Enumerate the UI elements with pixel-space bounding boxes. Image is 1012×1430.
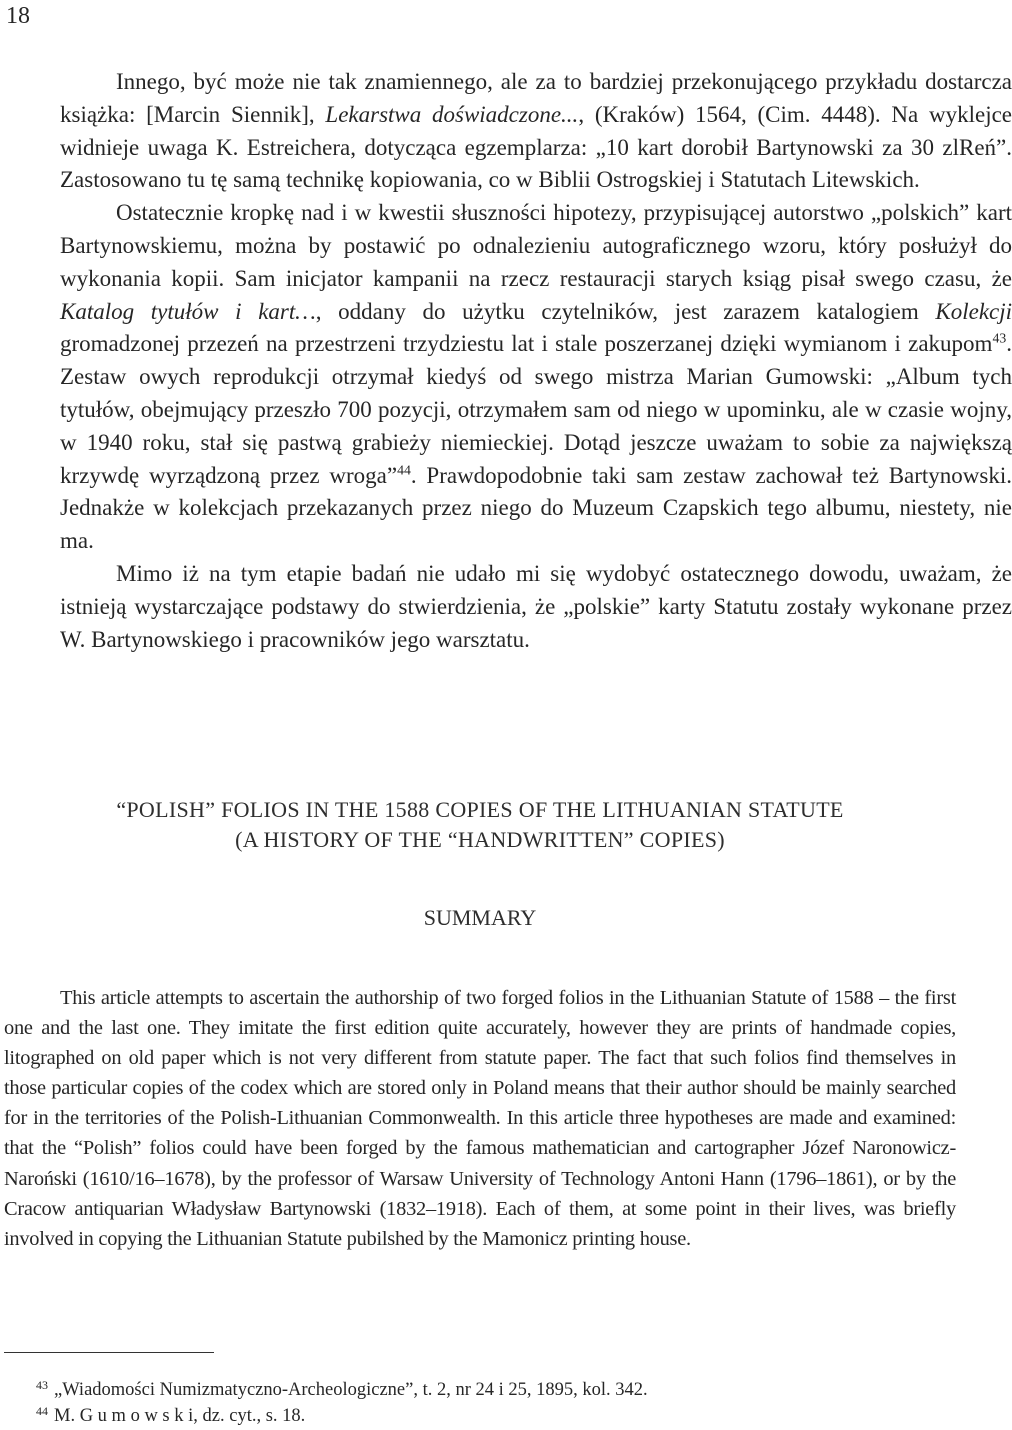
paragraph-text: Ostatecznie kropkę nad i w kwestii słuszności hipotezy, przypisującej autorstwo „polskich” kart Bartynowskiemu, można by postawić po odnalezieniu autograficznego wzoru, który posłużył do wykonania kopii. Sam inicjator kampanii na rzecz restauracji starych ksiąg pisał swego czasu, że Katalog tytułów i kart…, oddany do użytku czytelników, jest zarazem katalogiem Kolekcji gromadzonej przezeń na przestrzeni trzydziestu lat i stale poszerzanej dzięki wymianom i zakupom$^{43}$. Zestaw owych reprodukcji otrzymał kiedyś od swego mistrza Marian Gumowski: „Album tych tytułów, obejmujący przeszło 700 pozycji, otrzymałem sam od niego w upominku, ale w czasie wojny, w 1940 roku, stał się pastwą grabieży niemieckiej. Dotąd jeszcze uważam to sobie za największą krzywdę wyrządzoną przez wroga”$^{44}$. Prawdopodobnie taki sam zestaw zachował też Bartynowski. Jednakże w kolekcjach przekazanych przez niego do Muzeum Czapskich tego albumu, niestety, nie ma.: [60, 200, 1012, 554]
summary-body: [4, 983, 956, 1254]
paragraph-text: Innego, być może nie tak znamiennego, ale za to bardziej przekonującego przykładu dostarcza książka: [Marcin Siennik], Lekarstwa doświadczone..., (Kraków) 1564, (Cim. 4448). Na wyklejce widnieje uwaga K. Estreichera, dotycząca egzemplarza: „10 kart dorobił Bartynowski za 30 zlReń”. Zastosowano tu tę samą technikę kopiowania, co w Biblii Ostrogskiej i Statutach Litewskich.: [60, 69, 1012, 193]
english-title-line: “POLISH” FOLIOS IN THE 1588 COPIES OF THE LITHUANIAN STATUTE: [116, 797, 844, 822]
footnote-text: „Wiadomości Numizmatyczno-Archeologiczne”, t. 2, nr 24 i 25, 1895, kol. 342.: [54, 1380, 648, 1400]
footnotes: [36, 1377, 648, 1429]
english-title-line: (A HISTORY OF THE “HANDWRITTEN” COPIES): [235, 827, 725, 852]
footnote: [36, 1403, 648, 1429]
summary-paragraph: This article attempts to ascertain the authorship of two forged folios in the Lithuanian Statute of 1588 – the first one and the last one. They imitate the first edition quite accurately, however they are prints of handmade copies, litographed on old paper which is not very different from statute paper. The fact that such folios find themselves in those particular copies of the codex which are stored only in Poland means that their author should be mainly searched for in the territories of the Polish-Lithuanian Commonwealth. In this article three hypotheses are made and examined: that the “Polish” folios could have been forged by the famous mathematician and cartographer Józef Naronowicz-Naroński (1610/16–1678), by the professor of Warsaw University of Technology Antoni Hann (1796–1861), or by the Cracow antiquarian Władysław Bartynowski (1832–1918). Each of them, at some point in their lives, was briefly involved in copying the Lithuanian Statute pubilshed by the Mamonicz printing house.: [4, 987, 956, 1250]
footnote-number: 43: [36, 1378, 48, 1392]
paragraph: [4, 197, 1012, 558]
footnote-number: 44: [36, 1404, 48, 1418]
footnote-ref-43: 43: [992, 330, 1007, 346]
paragraph-text: Mimo iż na tym etapie badań nie udało mi się wydobyć ostatecznego dowodu, uważam, że istnieją wystarczające podstawy do stwierdzienia, że „polskie” karty Statutu zostały wykonane przez W. Bartynowskiego i pracowników jego warsztatu.: [60, 560, 1012, 652]
collection-title: Kolekcji: [935, 298, 1012, 324]
catalog-title: Katalog tytułów i kart…: [60, 298, 316, 324]
footnote: [36, 1377, 648, 1403]
footnote-divider: [4, 1352, 214, 1353]
article-body: [4, 66, 1012, 656]
footnote-ref-44: 44: [397, 461, 411, 477]
book-title: Lekarstwa doświadczone...: [325, 101, 579, 127]
paragraph: [4, 66, 1012, 197]
footnote-text: M. G u m o w s k i, dz. cyt., s. 18.: [54, 1406, 306, 1426]
summary-heading: SUMMARY: [423, 905, 537, 930]
english-title: [0, 795, 960, 855]
page-number: 18: [6, 3, 30, 29]
paragraph: [4, 558, 1012, 656]
